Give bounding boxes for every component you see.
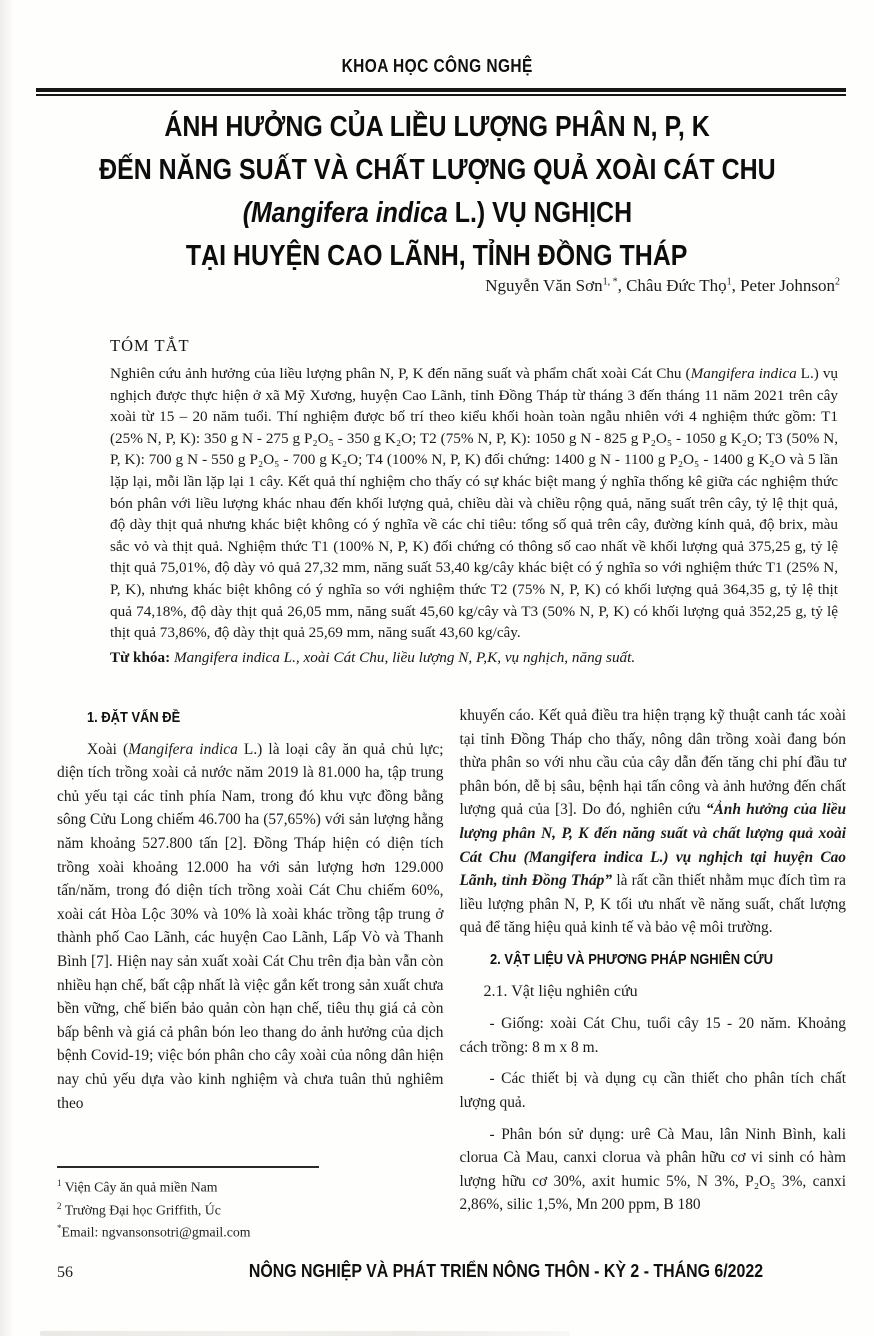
intro-text-rest: L.) là loại cây ăn quả chủ lực; diện tích trồng xoài cả nước năm 2019 là 81.000 ha, tập trung chủ yếu tại các tỉnh phía Nam, trong đó khu vực đồng bằng sông Cửu Long chiếm 46.700 ha (57,65%) với sản lượng hằng năm khoảng 527.800 tấn [2]. Đồng Tháp hiện có diện tích trồng xoài khoảng 12.000 ha với sản lượng hơn 129.000 tấn/năm, trong đó diện tích trồng xoài Cát Chu chiếm 60%, xoài cát Hòa Lộc 30% và 10% là xoài khác trồng tập trung ở thành phố Cao Lãnh, các huyện Cao Lãnh, Lấp Vò và Thanh Bình [7]. Hiện nay sản xuất xoài Cát Chu trên địa bàn vẫn còn nhiều hạn chế, bất cập nhất là việc gắn kết trong sản xuất chưa bền vững, chế biến bảo quản còn hạn chế, tiêu thụ giá cả còn bấp bênh và giá cả phân bón leo thang do ảnh hưởng của dịch bệnh Covid-19; việc bón phân cho cây xoài của nông dân hiện nay chủ yếu dựa vào kinh nghiệm và chưa tuân thủ nghiêm theo [57,740,444,1112]
title-line-1: ÁNH HƯỞNG CỦA LIỀU LƯỢNG PHÂN N, P, K [164,111,710,143]
study-title-quote: “Ảnh hưởng của liều lượng phân N, P, K đến năng suất và chất lượng quả xoài Cát Chu (Mangifera indica L.) vụ nghịch tại huyện Cao Lãnh, tỉnh Đồng Tháp” [459,801,846,890]
author-1-affiliation-mark: 1, * [602,276,618,288]
intro-paragraph [57,738,444,1116]
footnote-rule [57,1166,319,1168]
author-3: Peter Johnson [740,276,835,295]
subsection-2-1-heading: 2.1. Vật liệu nghiên cứu [483,982,638,1000]
footnote-marker-2: 2 [57,1200,62,1211]
running-head [0,56,874,77]
running-head-label: KHOA HỌC CÔNG NGHỆ [341,56,533,76]
journal-footer-line: NÔNG NGHIỆP VÀ PHÁT TRIỂN NÔNG THÔN - KỲ 2 - THÁNG 6/2022 [248,1260,763,1281]
continued-text-rest: là rất cần thiết nhằm mục đích tìm ra liều lượng phân N, P, K tối ưu nhất về năng suất, chất lượng quả để tăng hiệu quả kinh tế và bảo vệ môi trường. [459,872,846,937]
title-species-italic: (Mangifera indica [242,197,448,229]
rule-thick-line [36,88,846,92]
footnote-text-1: Viện Cây ăn quả miền Nam [61,1179,218,1195]
author-1: Nguyễn Văn Sơn [485,276,603,295]
section-1-heading-row [57,706,444,730]
author-2-affiliation-mark: 1 [726,276,732,288]
author-3-affiliation-mark: 2 [835,276,840,288]
title-line-3-rest: L.) VỤ NGHỊCH [447,197,632,229]
section-1-heading: 1. ĐẶT VẤN ĐỀ [87,709,181,726]
body-columns [57,704,846,1225]
title-line-2: ĐẾN NĂNG SUẤT VÀ CHẤT LƯỢNG QUẢ XOÀI CÁT CHU [98,154,776,186]
materials-bullet-variety: - Giống: xoài Cát Chu, tuổi cây 15 - 20 năm. Khoảng cách trồng: 8 m x 8 m. [459,1015,846,1056]
abstract-species-italic: Mangifera indica [690,365,797,382]
abstract-heading: TÓM TẮT [110,336,190,355]
materials-bullet-equipment: - Các thiết bị và dụng cụ cần thiết cho phân tích chất lượng quả. [459,1070,846,1111]
intro-species-italic: Mangifera indica [128,740,238,758]
intro-paragraph-continued [460,704,847,940]
author-2: Châu Đức Thọ [626,276,727,295]
author-line [485,276,840,296]
rule-thin-line [36,94,846,96]
keywords-line [110,647,838,669]
left-column [57,704,444,1225]
footnote-email [57,1219,387,1242]
section-2-heading: 2. VẬT LIỆU VÀ PHƯƠNG PHÁP NGHIÊN CỨU [489,950,773,968]
section-2-heading-row [460,948,847,972]
title-line-3 [242,192,631,235]
title-line-4: TẠI HUYỆN CAO LÃNH, TỈNH ĐỒNG THÁP [186,240,688,272]
journal-footer-wrap [73,1260,848,1282]
keywords-text: Mangifera indica L., xoài Cát Chu, liều lượng N, P,K, vụ nghịch, năng suất. [173,648,636,666]
right-column [460,704,847,1225]
page-footer [57,1260,848,1282]
continued-text-start: khuyến cáo. Kết quả điều tra hiện trạng kỹ thuật canh tác xoài tại tỉnh Đồng Tháp cho thấy, nông dân trồng xoài đang bón thừa phân so với nhu cầu của cây dẫn đến tăng chi phí đầu tư phân bón, dễ bị sâu, bệnh hại tấn công và ảnh hưởng đến chất lượng quả của [3]. Do đó, nghiên cứu [459,707,846,819]
keywords-label: Từ khóa: [110,648,174,666]
footnote-marker-1: 1 [57,1178,62,1188]
footnotes-block [57,1166,387,1242]
footnote-marker-email: * [57,1223,62,1234]
abstract-text-rest: L.) vụ nghịch được thực hiện ở xã Mỹ Xương, huyện Cao Lãnh, tỉnh Đồng Tháp từ tháng 3 đến tháng 11 năm 2021 trên cây xoài từ 15 – 20 năm tuổi. Thí nghiệm được bố trí theo kiểu khối hoàn toàn ngẫu nhiên với 4 nghiệm thức gồm: T1 (25% N, P, K): 350 g N - 275 g P₂O₅ - 350 g K₂O; T2 (75% N, P, K): 1050 g N - 825 g P₂O₅ - 1050 g K₂O; T3 (50% N, P, K): 700 g N - 550 g P₂O₅ - 700 g K₂O; T4 (100% N, P, K) đối chứng: 1400 g N - 1100 g P₂O₅ - 1400 g K₂O và 5 lần lặp lại, mỗi lần lặp lại 1 cây. Kết quả thí nghiệm cho thấy có sự khác biệt mang ý nghĩa thống kê giữa các nghiệm thức bón phân với liều lượng khác nhau đến khối lượng quả, chiều dài và chiều rộng quả, năng suất trên cây, tỷ lệ thịt quả, độ dày thịt quả nhưng khác biệt không có ý nghĩa về các chỉ tiêu: tổng số quả trên cây, đường kính quả, độ brix, màu sắc vỏ và thịt quả. Nghiệm thức T1 (100% N, P, K) đối chứng có thông số cao nhất về khối lượng quả 375,25 g, tỷ lệ thịt quả 75,01%, độ dày vỏ quả 27,32 mm, năng suất 53,40 kg/cây khác biệt có ý nghĩa so với nghiệm thức T1 (25% N, P, K), nhưng khác biệt không có ý nghĩa so với nghiệm thức T2 (75% N, P, K) có khối lượng quả 364,35 g, tỷ lệ thịt quả 74,18%, độ dày thịt quả 26,05 mm, năng suất 45,60 kg/cây và T3 (50% N, P, K) có khối lượng quả 352,25 g, tỷ lệ thịt quả 73,86%, độ dày thịt quả 25,69 mm, năng suất 43,60 kg/cây. [110,365,839,642]
footnote-email-text: Email: ngvansonsotri@gmail.com [61,1224,251,1240]
intro-text-start: Xoài ( [87,740,129,758]
footnote-text-2: Trường Đại học Griffith, Úc [61,1202,221,1218]
materials-bullet-fertilizer: - Phân bón sử dụng: urê Cà Mau, lân Ninh Bình, kali clorua Cà Mau, canxi clorua và phân hữu cơ vi sinh có hàm lượng hữu cơ 30%, axit humic 5%, N 3%, P₂O₅ 3%, canxi 2,86%, silic 1,5%, Mn 200 ppm, B 180 [459,1125,846,1214]
footnote-affiliation-2 [57,1197,387,1220]
scan-smudge-artifact [40,1331,570,1336]
abstract-paragraph [110,363,838,644]
author-separator-2: , [731,276,741,295]
article-title [30,106,844,278]
header-double-rule [36,88,846,96]
footnote-affiliation-1 [57,1174,387,1197]
abstract-section [110,336,838,668]
abstract-text-start: Nghiên cứu ảnh hưởng của liều lượng phân N, P, K đến năng suất và phẩm chất xoài Cát Chu ( [110,365,691,382]
page-number: 56 [57,1264,73,1281]
author-separator-1: , [617,276,627,295]
